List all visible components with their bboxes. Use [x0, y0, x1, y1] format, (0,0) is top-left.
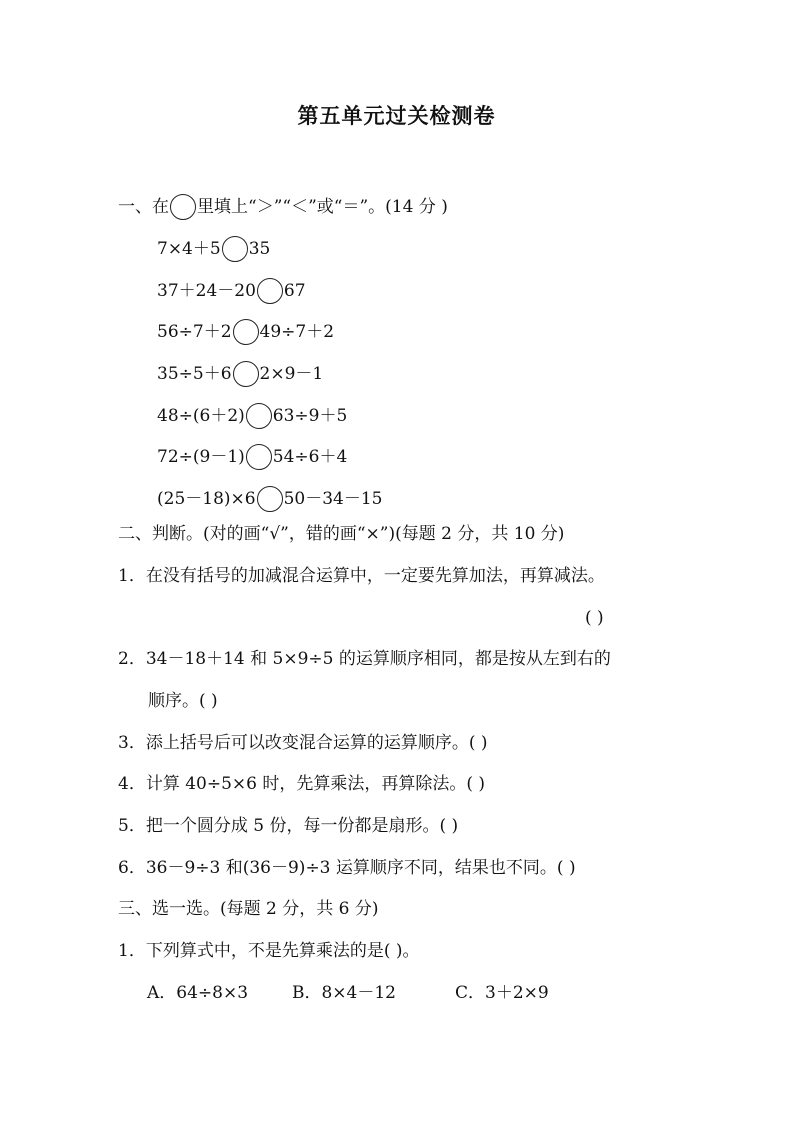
compare-item — [157, 486, 383, 512]
answer-circle-icon[interactable] — [246, 444, 272, 470]
compare-right: 2×9－1 — [259, 364, 324, 384]
section2-heading: 二、判断。(对的画“√”，错的画“×”)(每题 2 分，共 10 分) — [118, 524, 565, 544]
section1-suffix: 里填上“＞”“＜”或“＝”。(14 分 ) — [197, 197, 448, 217]
judge-question-6: 6．36－9÷3 和(36－9)÷3 运算顺序不同，结果也不同。( ) — [118, 858, 576, 878]
section3-heading: 三、选一选。(每题 2 分，共 6 分) — [118, 899, 379, 919]
compare-right: 67 — [283, 281, 306, 301]
compare-right: 63÷9＋5 — [272, 406, 348, 426]
compare-right: 50－34－15 — [283, 489, 383, 509]
choice-question-1: 1．下列算式中，不是先算乘法的是( )。 — [118, 941, 420, 961]
option-a[interactable]: A．64÷8×3 — [147, 983, 249, 1003]
answer-circle-icon[interactable] — [233, 361, 259, 387]
answer-paren[interactable]: ( ) — [585, 608, 604, 628]
compare-item — [157, 444, 347, 470]
compare-item — [157, 403, 347, 429]
judge-question-2-cont: 顺序。( ) — [148, 691, 218, 711]
compare-item — [157, 278, 306, 304]
judge-question-3: 3．添上括号后可以改变混合运算的运算顺序。( ) — [118, 733, 488, 753]
option-c[interactable]: C．3＋2×9 — [455, 983, 549, 1003]
answer-circle-icon[interactable] — [257, 278, 283, 304]
answer-circle-icon[interactable] — [222, 236, 248, 262]
judge-question-1: 1．在没有括号的加减混合运算中，一定要先算加法，再算减法。 — [118, 566, 605, 586]
answer-circle-icon[interactable] — [257, 486, 283, 512]
compare-item — [157, 236, 270, 262]
compare-left: 37＋24－20 — [157, 281, 256, 301]
compare-left: 48÷(6＋2) — [157, 406, 245, 426]
judge-question-2: 2．34－18＋14 和 5×9÷5 的运算顺序相同，都是按从左到右的 — [118, 649, 611, 669]
answer-circle-icon — [170, 194, 196, 220]
compare-right: 54÷6＋4 — [272, 447, 348, 467]
compare-left: 35÷5＋6 — [157, 364, 232, 384]
section1-heading — [118, 194, 448, 220]
compare-left: 56÷7＋2 — [157, 322, 232, 342]
answer-circle-icon[interactable] — [246, 403, 272, 429]
page-title: 第五单元过关检测卷 — [297, 104, 496, 128]
judge-question-4: 4．计算 40÷5×6 时，先算乘法，再算除法。( ) — [118, 774, 486, 794]
section1-prefix: 一、在 — [118, 197, 169, 217]
compare-item — [157, 361, 323, 387]
option-b[interactable]: B．8×4－12 — [292, 983, 397, 1003]
judge-question-5: 5．把一个圆分成 5 份，每一份都是扇形。( ) — [118, 816, 459, 836]
compare-left: 7×4＋5 — [157, 239, 221, 259]
compare-item — [157, 319, 334, 345]
compare-left: 72÷(9－1) — [157, 447, 245, 467]
compare-right: 49÷7＋2 — [259, 322, 335, 342]
compare-left: (25－18)×6 — [157, 489, 256, 509]
compare-right: 35 — [248, 239, 271, 259]
answer-circle-icon[interactable] — [233, 319, 259, 345]
